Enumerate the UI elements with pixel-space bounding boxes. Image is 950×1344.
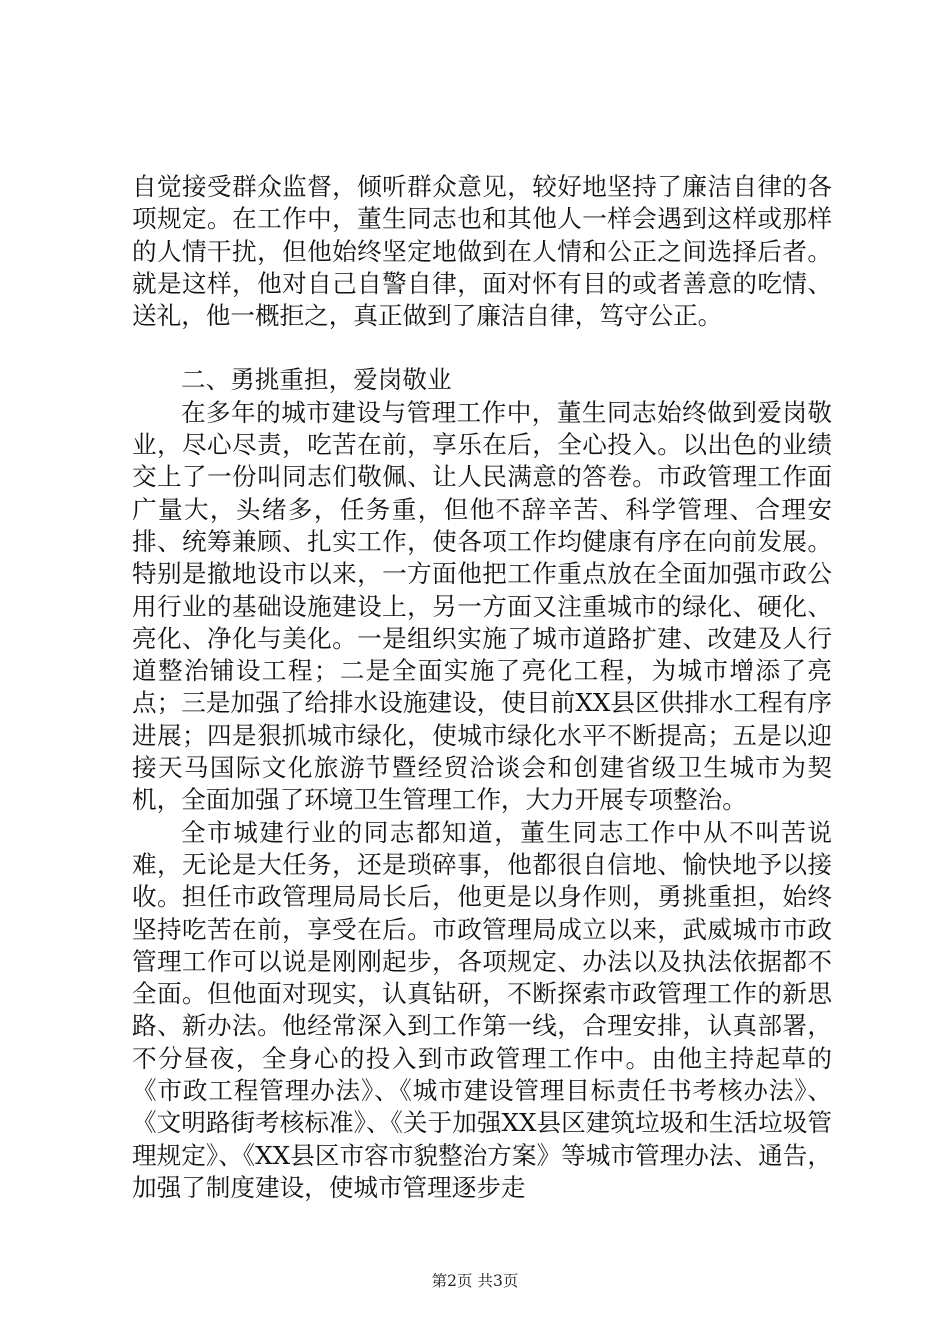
page-footer: 第2页 共3页 [431,1272,519,1290]
paragraph-dedication: 在多年的城市建设与管理工作中，董生同志始终做到爱岗敬业，尽心尽责，吃苦在前，享乐在后，全心投入。以出色的业绩交上了一份叫同志们敬佩、让人民满意的答卷。市政管理工作面广量大，头绪多，任务重，但他不辞辛苦、科学管理、合理安排、统筹兼顾、扎实工作，使各项工作均健康有序在向前发展。特别是撤地设市以来，一方面他把工作重点放在全面加强市政公用行业的基础设施建设上，另一方面又注重城市的绿化、硬化、亮化、净化与美化。一是组织实施了城市道路扩建、改建及人行道整治铺设工程；二是全面实施了亮化工程，为城市增添了亮点；三是加强了给排水设施建设，使目前XX县区供排水工程有序进展；四是狠抓城市绿化，使城市绿化水平不断提高；五是以迎接天马国际文化旅游节暨经贸洽谈会和创建省级卫生城市为契机，全面加强了环境卫生管理工作，大力开展专项整治。 [132,397,832,815]
document-body [132,171,832,1204]
paragraph-integrity-continued: 自觉接受群众监督，倾听群众意见，较好地坚持了廉洁自律的各项规定。在工作中，董生同志也和其他人一样会遇到这样或那样的人情干扰，但他始终坚定地做到在人情和公正之间选择后者。就是这样，他对自己自警自律，面对怀有目的或者善意的吃情、送礼，他一概拒之，真正做到了廉洁自律，笃守公正。 [132,172,832,331]
paragraph-responsibility: 全市城建行业的同志都知道，董生同志工作中从不叫苦说难，无论是大任务，还是琐碎事，他都很自信地、愉快地予以接收。担任市政管理局局长后，他更是以身作则，勇挑重担，始终坚持吃苦在前，享受在后。市政管理局成立以来，武威城市市政管理工作可以说是刚刚起步，各项规定、办法以及执法依据都不全面。但他面对现实，认真钻研，不断探索市政管理工作的新思路、新办法。他经常深入到工作第一线，合理安排，认真部署，不分昼夜，全身心的投入到市政管理工作中。由他主持起草的《市政工程管理办法》、《城市建设管理目标责任书考核办法》、《文明路街考核标准》、《关于加强XX县区建筑垃圾和生活垃圾管理规定》、《XX县区市容市貌整治方案》等城市管理办法、通告，加强了制度建设，使城市管理逐步走 [132,817,832,1202]
section-heading: 二、勇挑重担，爱岗敬业 [181,365,452,395]
